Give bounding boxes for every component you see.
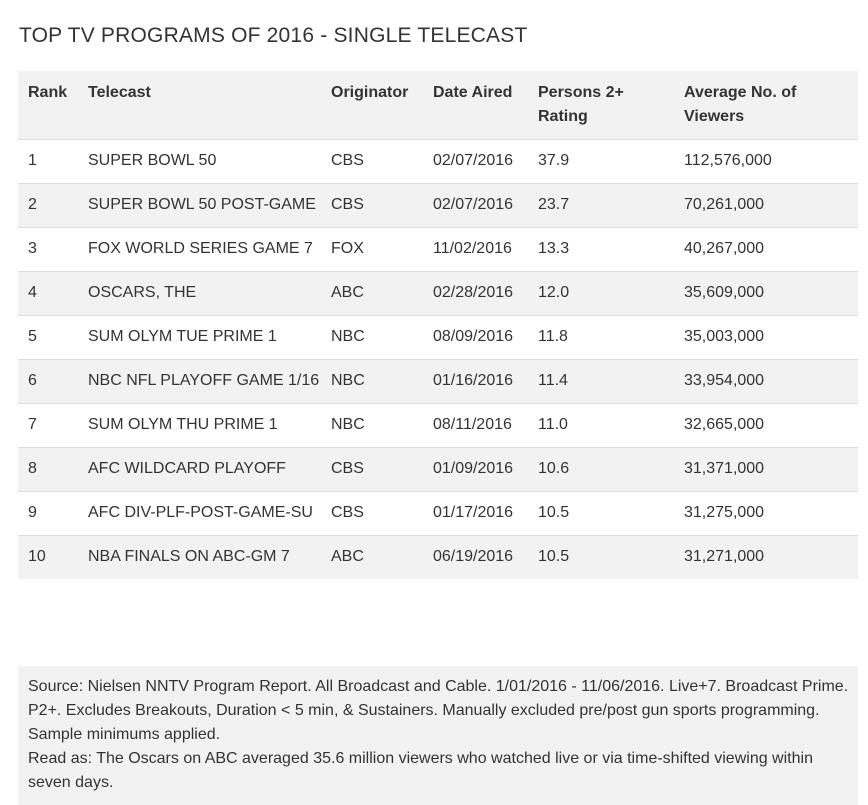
table-row	[18, 491, 858, 535]
cell-rating: 23.7	[528, 183, 674, 227]
ratings-table	[18, 71, 858, 579]
cell-telecast: FOX WORLD SERIES GAME 7	[88, 239, 313, 257]
cell-telecast: NBA FINALS ON ABC-GM 7	[78, 535, 321, 579]
cell-rating: 11.8	[538, 327, 568, 345]
cell-viewers: 31,275,000	[684, 503, 765, 521]
table-row	[18, 535, 858, 579]
table-row	[18, 227, 858, 271]
cell-originator: FOX	[331, 239, 364, 257]
cell-viewers: 32,665,000	[684, 415, 765, 433]
cell-viewers: 31,371,000	[674, 447, 858, 491]
cell-telecast: SUPER BOWL 50 POST-GAME	[78, 183, 321, 227]
cell-rating: 12.0	[528, 271, 674, 315]
table-row	[18, 447, 858, 491]
cell-telecast: SUM OLYM THU PRIME 1	[88, 415, 278, 433]
cell-date-aired: 08/09/2016	[433, 327, 514, 345]
cell-telecast: SUPER BOWL 50	[88, 151, 217, 169]
cell-rating: 10.5	[538, 503, 570, 521]
cell-rank: 10	[18, 535, 78, 579]
cell-viewers: 31,271,000	[674, 535, 858, 579]
cell-viewers: 33,954,000	[674, 359, 858, 403]
cell-viewers: 35,609,000	[674, 271, 858, 315]
cell-rating: 13.3	[538, 239, 570, 257]
cell-rating: 10.6	[528, 447, 674, 491]
header-rating: Persons 2+ Rating	[528, 71, 674, 139]
header-viewers: Average No. of Viewers	[674, 71, 858, 139]
table-row	[18, 403, 858, 447]
cell-rating: 37.9	[538, 151, 570, 169]
table-header-row	[18, 71, 858, 139]
header-date-aired: Date Aired	[423, 71, 528, 139]
cell-date-aired: 02/07/2016	[433, 151, 514, 169]
header-originator: Originator	[321, 71, 423, 139]
page-title: TOP TV PROGRAMS OF 2016 - SINGLE TELECAST	[19, 24, 528, 48]
cell-date-aired: 06/19/2016	[423, 535, 528, 579]
cell-date-aired: 01/09/2016	[423, 447, 528, 491]
cell-date-aired: 08/11/2016	[433, 415, 512, 433]
cell-viewers: 112,576,000	[684, 151, 772, 169]
cell-rank: 6	[18, 359, 78, 403]
cell-rank: 5	[28, 327, 37, 345]
cell-rank: 4	[18, 271, 78, 315]
read-as-note: Read as: The Oscars on ABC averaged 35.6 million viewers who watched live or via time-shifted viewing within seven days.	[28, 750, 813, 791]
source-footnote	[18, 666, 858, 805]
cell-viewers: 35,003,000	[684, 327, 765, 345]
table-row	[18, 315, 858, 359]
cell-date-aired: 11/02/2016	[433, 239, 512, 257]
cell-rank: 2	[18, 183, 78, 227]
cell-originator: CBS	[331, 151, 364, 169]
table-row	[18, 139, 858, 183]
cell-telecast: AFC DIV-PLF-POST-GAME-SU	[88, 503, 313, 521]
cell-telecast: NBC NFL PLAYOFF GAME 1/16	[78, 359, 321, 403]
table-row	[18, 271, 858, 315]
cell-originator: CBS	[321, 447, 423, 491]
cell-originator: NBC	[331, 327, 365, 345]
cell-date-aired: 02/07/2016	[423, 183, 528, 227]
cell-rank: 8	[18, 447, 78, 491]
cell-rank: 1	[28, 151, 37, 169]
cell-originator: CBS	[321, 183, 423, 227]
cell-viewers: 40,267,000	[684, 239, 765, 257]
table-row	[18, 183, 858, 227]
cell-viewers: 70,261,000	[674, 183, 858, 227]
cell-date-aired: 01/17/2016	[433, 503, 514, 521]
header-rank: Rank	[18, 71, 78, 139]
cell-rating: 11.4	[528, 359, 674, 403]
cell-rating: 10.5	[528, 535, 674, 579]
cell-rank: 3	[28, 239, 37, 257]
cell-rank: 9	[28, 503, 37, 521]
cell-originator: CBS	[331, 503, 364, 521]
header-telecast: Telecast	[78, 71, 321, 139]
cell-date-aired: 01/16/2016	[423, 359, 528, 403]
table-row	[18, 359, 858, 403]
cell-telecast: OSCARS, THE	[78, 271, 321, 315]
cell-date-aired: 02/28/2016	[423, 271, 528, 315]
cell-originator: ABC	[321, 535, 423, 579]
cell-originator: NBC	[321, 359, 423, 403]
cell-rating: 11.0	[538, 415, 568, 433]
cell-telecast: AFC WILDCARD PLAYOFF	[78, 447, 321, 491]
cell-telecast: SUM OLYM TUE PRIME 1	[88, 327, 277, 345]
source-note: Source: Nielsen NNTV Program Report. All Broadcast and Cable. 1/01/2016 - 11/06/2016. Live+7. Broadcast Prime. P2+. Excludes Breakouts, Duration < 5 min, & Sustainers. Manually excluded pre/post gun sports programming. Sample minimums applied.	[28, 678, 849, 743]
cell-rank: 7	[28, 415, 37, 433]
cell-originator: ABC	[321, 271, 423, 315]
cell-originator: NBC	[331, 415, 365, 433]
